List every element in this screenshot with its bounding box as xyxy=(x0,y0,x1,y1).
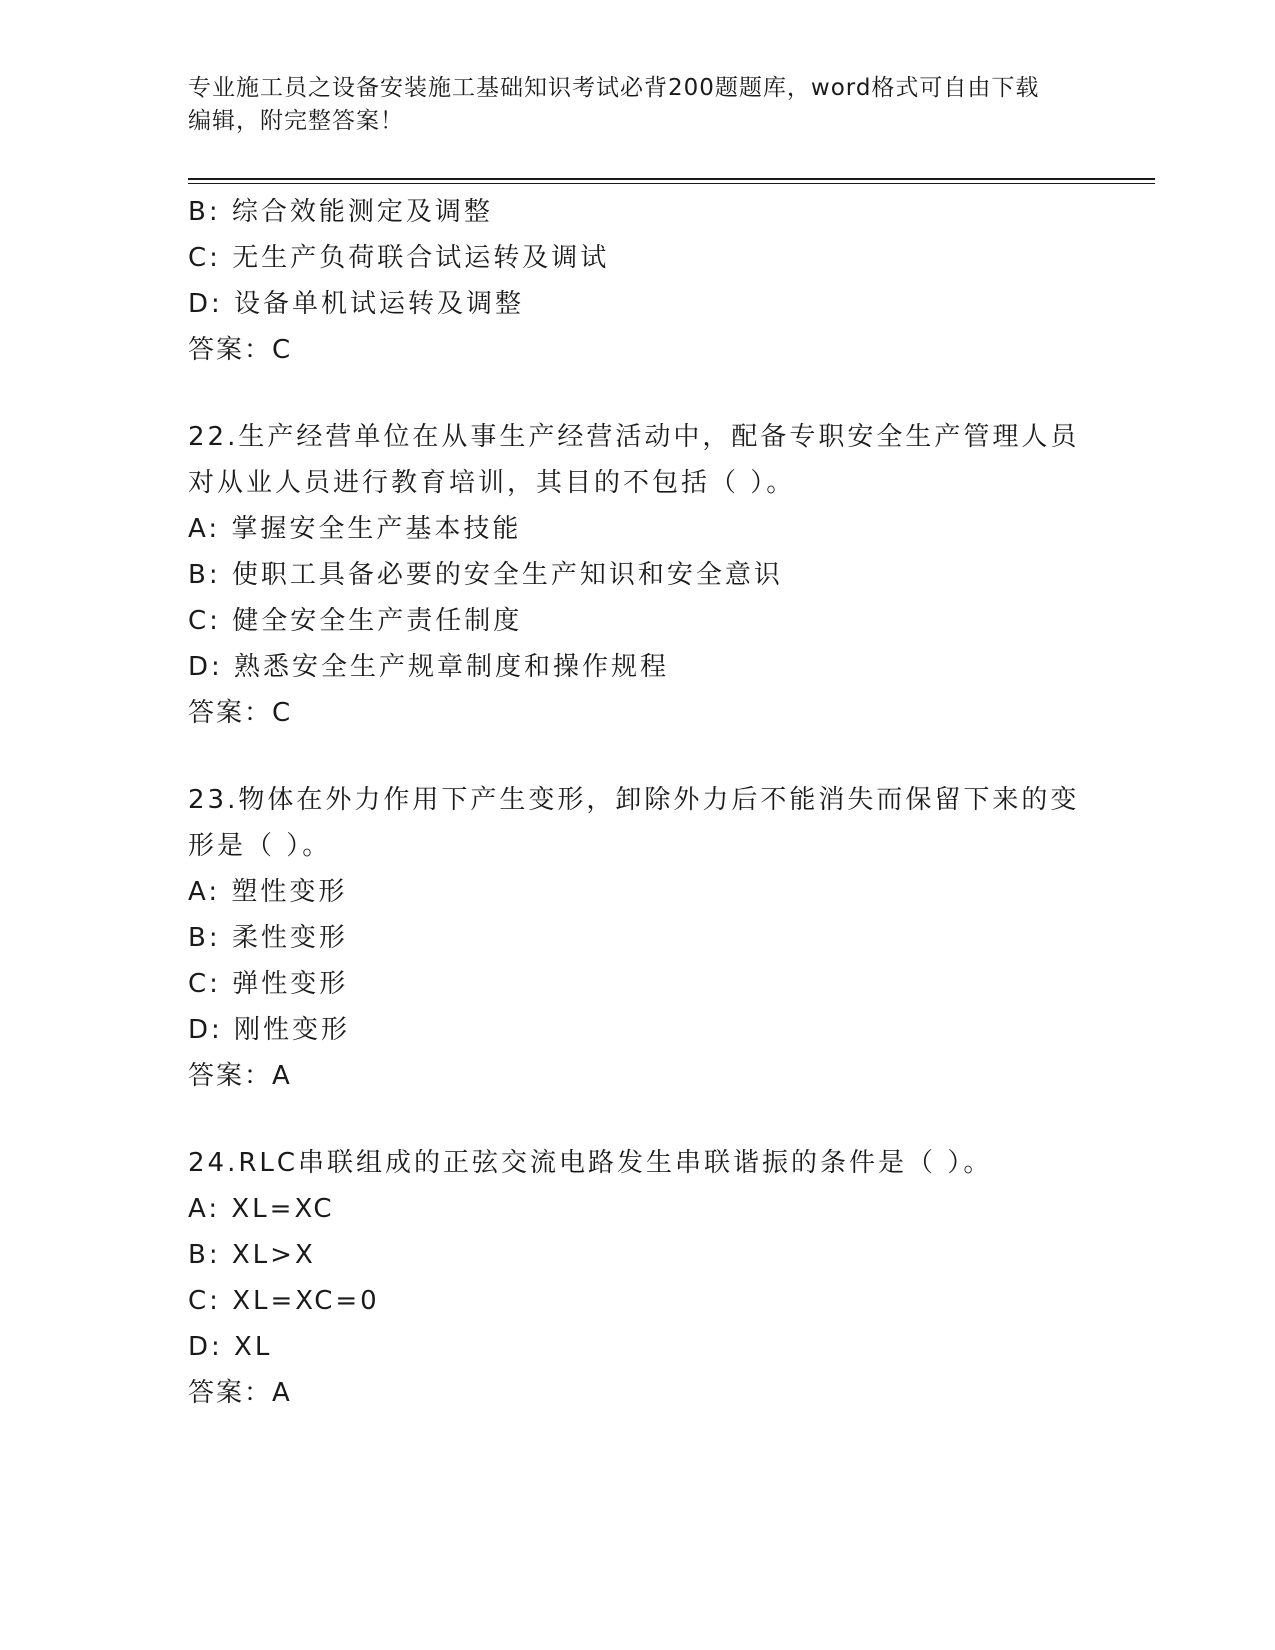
question-text-line-2: 形是（ ）。 xyxy=(188,831,332,861)
option-c: C: 健全安全生产责任制度 xyxy=(188,606,523,636)
option-b: B: 综合效能测定及调整 xyxy=(188,197,493,227)
option-c: C: XL=XC=0 xyxy=(188,1286,380,1316)
option-d: D: 刚性变形 xyxy=(188,1015,351,1045)
header-divider xyxy=(188,178,1155,180)
option-a: A: 掌握安全生产基本技能 xyxy=(188,514,522,544)
question-22 xyxy=(188,414,1108,736)
option-b: B: 使职工具备必要的安全生产知识和安全意识 xyxy=(188,560,783,590)
answer: 答案：C xyxy=(188,335,293,365)
option-b: B: 柔性变形 xyxy=(188,923,348,953)
question-text-line-1: 23.物体在外力作用下产生变形，卸除外力后不能消失而保留下来的变 xyxy=(188,785,1080,815)
answer: 答案：A xyxy=(188,1378,292,1408)
question-text-line-2: 对从业人员进行教育培训，其目的不包括（ ）。 xyxy=(188,468,796,498)
answer: 答案：C xyxy=(188,698,293,728)
header-title-line-2: 编辑，附完整答案！ xyxy=(188,108,404,134)
option-b: B: XL>X xyxy=(188,1240,316,1270)
question-21-continued xyxy=(188,189,1108,373)
option-d: D: 设备单机试运转及调整 xyxy=(188,289,525,319)
question-text-line-1: 22.生产经营单位在从事生产经营活动中，配备专职安全生产管理人员 xyxy=(188,422,1080,452)
question-23 xyxy=(188,777,1108,1099)
header-title-line-1: 专业施工员之设备安装施工基础知识考试必背200题题库，word格式可自由下载 xyxy=(188,75,1040,101)
option-a: A: XL=XC xyxy=(188,1194,335,1224)
option-c: C: 弹性变形 xyxy=(188,969,349,999)
question-text-line-1: 24.RLC串联组成的正弦交流电路发生串联谐振的条件是（ ）。 xyxy=(188,1148,993,1178)
question-24 xyxy=(188,1140,1108,1416)
answer: 答案：A xyxy=(188,1061,292,1091)
option-a: A: 塑性变形 xyxy=(188,877,348,907)
header-divider-thin xyxy=(188,183,1155,184)
option-d: D: 熟悉安全生产规章制度和操作规程 xyxy=(188,652,670,682)
question-list xyxy=(188,189,1108,1416)
document-header xyxy=(188,72,1088,138)
option-d: D: XL xyxy=(188,1332,273,1362)
option-c: C: 无生产负荷联合试运转及调试 xyxy=(188,243,610,273)
